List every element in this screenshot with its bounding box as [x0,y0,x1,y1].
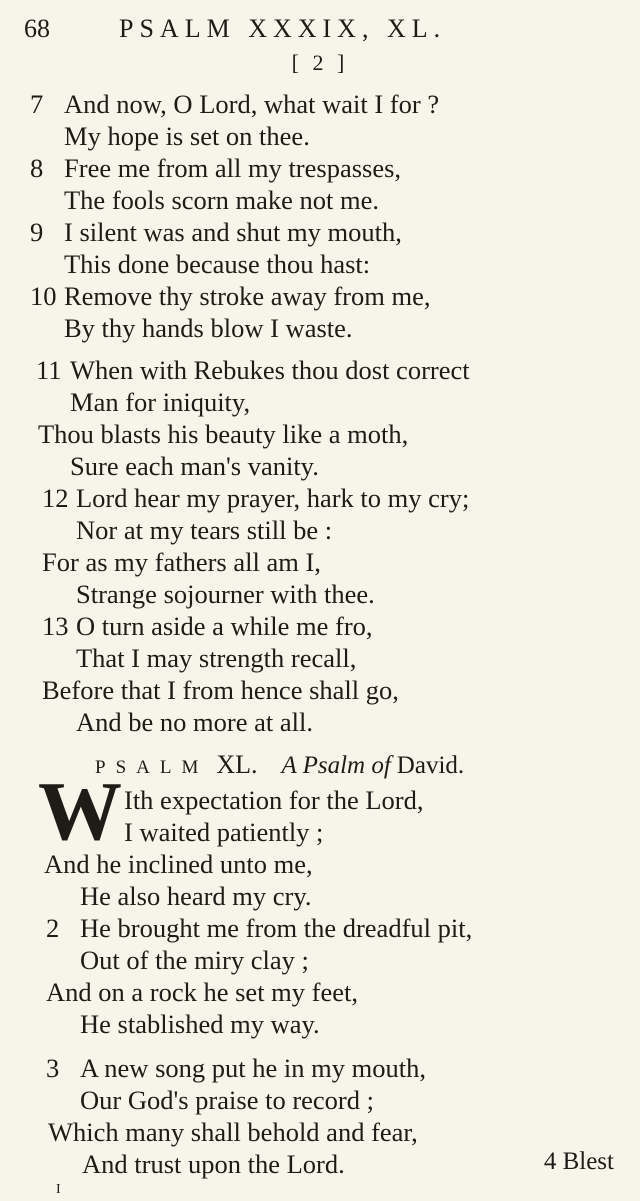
verse-line [70,386,250,418]
verse-text: Which many shall behold and fear, [48,1117,418,1147]
verse-line [30,280,430,312]
verse-text: I silent was and shut my mouth, [64,217,402,247]
verse-text: For as my fathers all am I, [42,547,321,577]
verse-text: And trust upon the Lord. [82,1149,345,1179]
verse-text: I waited patiently ; [124,817,324,847]
verse-text: Ith expectation for the Lord, [124,785,424,815]
verse-number: 2 [46,913,60,943]
verse-number: 9 [30,217,44,247]
verse-text: O turn aside a while me fro, [76,611,373,641]
verse-line [42,546,321,578]
verse-line [46,912,472,944]
verse-number: 10 [30,281,57,311]
verse-line [80,944,309,976]
verse-number: 13 [42,611,69,641]
verse-number: 8 [30,153,44,183]
verse-line [70,450,319,482]
verse-text: Nor at my tears still be : [76,515,333,545]
verse-text: And now, O Lord, what wait I for ? [64,89,440,119]
verse-line [46,976,358,1008]
verse-line [30,216,402,248]
verse-text: Man for iniquity, [70,387,251,417]
verse-text: He stablished my way. [80,1009,320,1039]
verse-line [48,1116,418,1148]
psalm-word: PSALM [95,757,209,778]
verse-text: Our God's praise to record ; [80,1085,374,1115]
verse-text: Remove thy stroke away from me, [64,281,431,311]
verse-text: The fools scorn make not me. [64,185,379,215]
verse-text: Lord hear my prayer, hark to my cry; [76,483,470,513]
verse-number: 7 [30,89,44,119]
verse-line [80,880,312,912]
verse-line [124,784,423,816]
verse-number: 12 [42,483,69,513]
verse-number: 3 [46,1053,60,1083]
verse-line [76,578,375,610]
page-number: 68 [24,14,50,43]
verse-text: When with Rebukes thou dost correct [70,355,470,385]
verse-line [44,848,313,880]
verse-line [82,1148,345,1180]
signature-mark: I [56,1182,61,1197]
psalm-attribution: A Psalm of [281,752,391,779]
verse-line [42,674,399,706]
verse-text: Before that I from hence shall go, [42,675,399,705]
verse-text: And on a rock he set my feet, [46,977,359,1007]
verse-text: This done because thou hast: [64,249,371,279]
verse-text: Free me from all my trespasses, [64,153,402,183]
drop-cap: W [38,765,122,858]
verse-text: My hope is set on thee. [64,121,310,151]
verse-text: He also heard my cry. [80,881,312,911]
verse-line [46,1052,426,1084]
verse-line [30,88,439,120]
verse-text: He brought me from the dreadful pit, [80,913,473,943]
verse-line [76,514,332,546]
verse-text: And he inclined unto me, [44,849,313,879]
psalm-heading [95,750,464,780]
verse-text: Strange sojourner with thee. [76,579,375,609]
verse-line [64,248,370,280]
verse-line [76,642,356,674]
verse-text: Out of the miry clay ; [80,945,309,975]
verse-line [80,1008,320,1040]
verse-line [64,184,379,216]
catchword: 4 Blest [543,1148,614,1175]
verse-line [64,120,310,152]
verse-line [36,354,470,386]
verse-line [30,152,401,184]
verse-line [42,482,469,514]
verse-line [76,706,313,738]
verse-line [38,418,408,450]
section-mark: [ 2 ] [291,50,349,75]
page-header [24,14,624,48]
verse-text: A new song put he in my mouth, [80,1053,426,1083]
running-title: PSALM XXXIX, XL. [119,14,447,43]
verse-line [64,312,353,344]
verse-text: That I may strength recall, [76,643,357,673]
verse-text: Thou blasts his beauty like a moth, [38,419,409,449]
verse-number: 11 [36,355,62,385]
psalm-number: XL. [216,750,258,779]
verse-line [124,816,323,848]
psalm-author: David. [396,752,465,779]
verse-text: And be no more at all. [76,707,313,737]
verse-text: Sure each man's vanity. [70,451,319,481]
verse-line [80,1084,374,1116]
verse-line [42,610,373,642]
verse-text: By thy hands blow I waste. [64,313,353,343]
